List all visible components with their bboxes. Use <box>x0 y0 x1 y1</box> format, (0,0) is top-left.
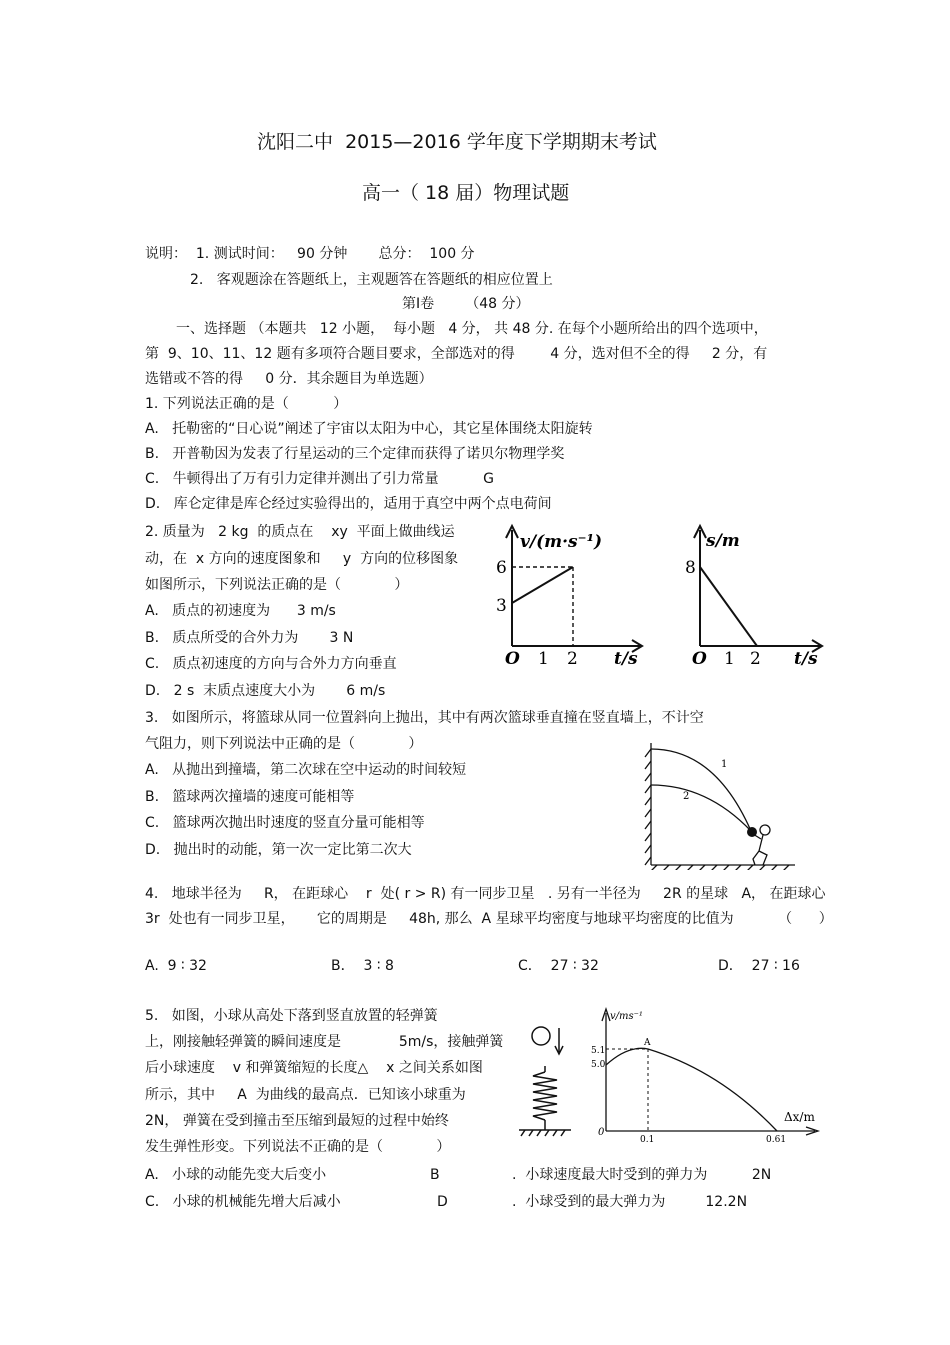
q2-velocity-time-graph <box>490 520 650 670</box>
q5-velocity-compression-graph <box>590 1005 825 1145</box>
st-ytick-8: 8 <box>685 558 696 578</box>
q2-option-a: A. 质点的初速度为 3 m/s <box>145 603 336 619</box>
q3-option-d: D. 抛出时的动能，第一次一定比第二次大 <box>145 842 412 858</box>
q2-displacement-time-graph <box>680 520 830 670</box>
vt-ytick-6: 6 <box>496 558 507 578</box>
vt-xtick-1: 1 <box>538 649 549 669</box>
q5-option-b: . 小球速度最大时受到的弹力为 2N <box>512 1167 772 1183</box>
v-dx-ytick-5.0: 5.0 <box>591 1060 606 1070</box>
vt-xtick-2: 2 <box>567 649 578 669</box>
v-dx-origin: 0 <box>598 1127 605 1138</box>
v-dx-xlabel: Δx/m <box>784 1110 815 1124</box>
trajectory-label-2: 2 <box>683 791 690 802</box>
q3-stem-1: 3. 如图所示，将篮球从同一位置斜向上抛出，其中有两次篮球垂直撞在竖直墙上，不计空 <box>145 710 704 726</box>
q5-option-a: A. 小球的动能先变大后变小 <box>145 1167 327 1183</box>
q2-stem-1: 2. 质量为 2 kg 的质点在 xy 平面上做曲线运 <box>145 524 455 540</box>
st-xlabel: t/s <box>794 649 818 669</box>
vt-ytick-3: 3 <box>496 596 507 616</box>
q3-option-c: C. 篮球两次抛出时速度的竖直分量可能相等 <box>145 815 425 831</box>
st-ylabel: s/m <box>706 531 740 551</box>
q5-stem-3: 后小球速度 v 和弹簧缩短的长度△ x 之间关系如图 <box>145 1060 483 1076</box>
q4-stem-2: 3r 处也有一同步卫星， 它的周期是 48h, 那么 A 星球平均密度与地球平均密度的比值为 （ ） <box>145 911 833 927</box>
v-dx-ytick-5.1: 5.1 <box>591 1046 606 1056</box>
q5-option-d: . 小球受到的最大弹力为 12.2N <box>512 1194 748 1210</box>
q5-stem-6: 发生弹性形变。下列说法不正确的是（ ） <box>145 1139 451 1155</box>
v-dx-xtick-0.1: 0.1 <box>640 1135 655 1145</box>
q1-option-c: C. 牛顿得出了万有引力定律并测出了引力常量 G <box>145 471 494 487</box>
q1-option-a: A. 托勒密的“日心说”阐述了宇宙以太阳为中心，其它星体围绕太阳旋转 <box>145 421 593 437</box>
exam-subtitle: 高一（ 18 届）物理试题 <box>362 182 570 204</box>
st-origin: O <box>692 649 707 669</box>
exam-title: 沈阳二中 2015—2016 学年度下学期期末考试 <box>257 131 657 153</box>
q5-stem-2: 上，刚接触轻弹簧的瞬间速度是 5m/s，接触弹簧 <box>145 1034 504 1050</box>
note-line-2: 2. 客观题涂在答题纸上，主观题答在答题纸的相应位置上 <box>190 272 553 288</box>
q3-basketball-figure <box>635 735 800 870</box>
q5-stem-4: 所示，其中 A 为曲线的最高点．已知该小球重为 <box>145 1087 466 1103</box>
vt-xlabel: t/s <box>614 649 638 669</box>
q4-option-d: D． 27 ∶ 16 <box>718 958 800 974</box>
q3-option-a: A. 从抛出到撞墙，第二次球在空中运动的时间较短 <box>145 762 467 778</box>
q2-stem-2: 动，在 x 方向的速度图象和 y 方向的位移图象 <box>145 551 459 567</box>
q4-option-a: A. 9 ∶ 32 <box>145 958 207 974</box>
st-xtick-2: 2 <box>750 649 761 669</box>
q5-stem-1: 5. 如图，小球从高处下落到竖直放置的轻弹簧 <box>145 1008 438 1024</box>
q5-option-d-letter: D <box>437 1194 448 1210</box>
instructions-1: 一、选择题 （本题共 12 小题， 每小题 4 分， 共 48 分. 在每个小题所给出的四个选项中， <box>176 321 768 337</box>
q2-option-c: C. 质点初速度的方向与合外力方向垂直 <box>145 656 397 672</box>
q1-stem: 1. 下列说法正确的是（ ） <box>145 396 348 412</box>
q5-spring-figure <box>515 1022 575 1142</box>
v-dx-xtick-0.61: 0.61 <box>766 1135 787 1145</box>
q2-option-d: D. 2 s 末质点速度大小为 6 m/s <box>145 683 386 699</box>
q2-option-b: B. 质点所受的合外力为 3 N <box>145 630 354 646</box>
q5-option-c: C. 小球的机械能先增大后减小 <box>145 1194 341 1210</box>
q2-stem-3: 如图所示，下列说法正确的是（ ） <box>145 577 409 593</box>
q5-stem-5: 2N， 弹簧在受到撞击至压缩到最短的过程中始终 <box>145 1113 449 1129</box>
q4-option-b: B． 3 ∶ 8 <box>331 958 394 974</box>
q4-option-c: C． 27 ∶ 32 <box>518 958 599 974</box>
q4-stem-1: 4. 地球半径为 R， 在距球心 r 处( r > R) 有一同步卫星 . 另有一半径为 2R 的星球 A， 在距球心 <box>145 886 826 902</box>
q1-option-b: B. 开普勒因为发表了行星运动的三个定律而获得了诺贝尔物理学奖 <box>145 446 565 462</box>
vt-ylabel: v/(m·s⁻¹) <box>520 532 603 552</box>
note-line-1: 说明： 1. 测试时间： 90 分钟 总分： 100 分 <box>145 246 475 262</box>
instructions-3: 选错或不答的得 0 分．其余题目为单选题） <box>145 371 433 387</box>
instructions-2: 第 9、10、11、12 题有多项符合题目要求，全部选对的得 4 分，选对但不全的得 2 分，有 <box>145 346 768 362</box>
section-heading: 第Ⅰ卷 （48 分） <box>402 296 530 312</box>
q3-option-b: B. 篮球两次撞墙的速度可能相等 <box>145 789 355 805</box>
q3-stem-2: 气阻力，则下列说法中正确的是（ ） <box>145 736 423 752</box>
q5-option-b-letter: B <box>430 1167 440 1183</box>
q1-option-d: D. 库仑定律是库仑经过实验得出的，适用于真空中两个点电荷间 <box>145 496 552 512</box>
v-dx-ylabel: v/ms⁻¹ <box>610 1011 643 1022</box>
v-dx-point-a: A <box>644 1038 651 1048</box>
st-xtick-1: 1 <box>724 649 735 669</box>
trajectory-label-1: 1 <box>721 759 728 770</box>
vt-origin: O <box>505 649 520 669</box>
